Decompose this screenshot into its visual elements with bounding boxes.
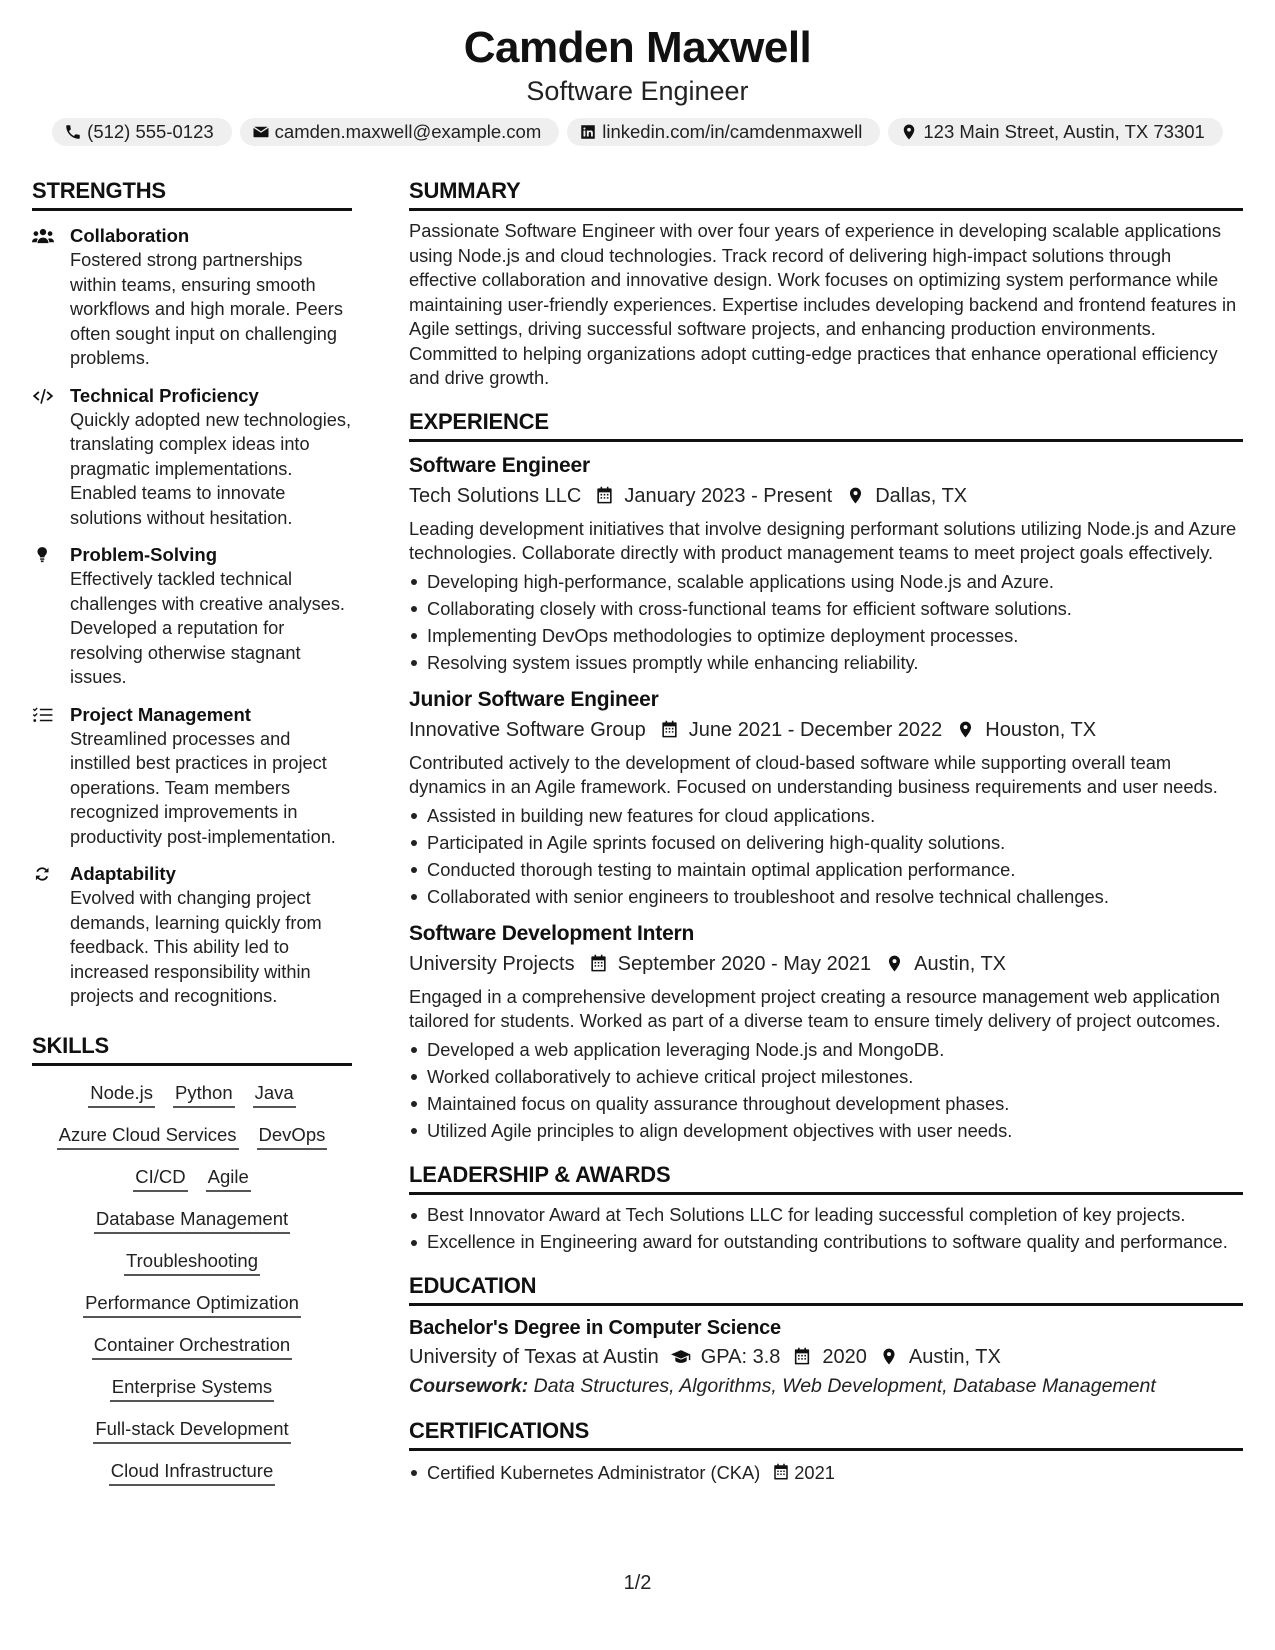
job-company: Tech Solutions LLC xyxy=(409,484,582,507)
certifications-heading: CERTIFICATIONS xyxy=(409,1416,1243,1451)
job-dates: January 2023 - Present xyxy=(624,484,833,507)
calendar-icon xyxy=(589,954,608,973)
skill-tag: Java xyxy=(253,1080,296,1108)
job-entry xyxy=(409,452,1243,676)
strength-title: Problem-Solving xyxy=(70,544,217,565)
job-meta xyxy=(409,481,1243,511)
job-meta xyxy=(409,715,1243,745)
skill-tag: Node.js xyxy=(88,1080,155,1108)
certification-name: Certified Kubernetes Administrator (CKA) xyxy=(427,1461,761,1483)
list-item: Participated in Agile sprints focused on delivering high-quality solutions. xyxy=(427,829,1243,856)
strength-desc: Evolved with changing project demands, learning quickly from feedback. This ability led to increased responsibility within projects and recognitions. xyxy=(70,888,322,1006)
job-meta xyxy=(409,949,1243,979)
list-check-icon xyxy=(32,706,54,724)
job-title: Junior Software Engineer xyxy=(409,687,659,711)
location-pin-icon xyxy=(900,123,918,141)
education-school: University of Texas at Austin xyxy=(409,1345,659,1368)
candidate-name: Camden Maxwell xyxy=(463,23,812,72)
job-dates: June 2021 - December 2022 xyxy=(688,718,943,741)
education-location: Austin, TX xyxy=(908,1345,1001,1368)
education-meta xyxy=(409,1342,1243,1372)
right-column xyxy=(409,176,1243,1486)
education-year: 2020 xyxy=(822,1345,867,1368)
page-number: 1/2 xyxy=(623,1572,652,1594)
job-entry xyxy=(409,920,1243,1144)
strength-desc: Effectively tackled technical challenges with creative analyses. Developed a reputation for resolving otherwise stagnant issues. xyxy=(70,569,345,687)
list-item: Best Innovator Award at Tech Solutions LLC for leading successful completion of key projects. xyxy=(427,1203,1243,1228)
candidate-role: Software Engineer xyxy=(526,76,749,106)
job-company: Innovative Software Group xyxy=(409,718,646,741)
strength-item xyxy=(32,543,352,690)
strength-item xyxy=(32,862,352,1009)
job-location: Dallas, TX xyxy=(875,484,968,507)
job-title: Software Development Intern xyxy=(409,921,695,945)
awards-list xyxy=(409,1203,1243,1255)
job-description: Leading development initiatives that involve designing performant solutions utilizing Node.js and Azure technologies. Collaborate directly with product management teams to meet project goals effectively. xyxy=(409,517,1237,563)
list-item: Collaborated with senior engineers to troubleshoot and resolve technical challenges. xyxy=(427,883,1243,910)
resume-header xyxy=(0,22,1275,146)
contact-linkedin-text: linkedin.com/in/camdenmaxwell xyxy=(602,121,863,142)
list-item: Assisted in building new features for cloud applications. xyxy=(427,802,1243,829)
skill-tag: Performance Optimization xyxy=(83,1290,301,1318)
education-heading: EDUCATION xyxy=(409,1271,1243,1306)
skill-tag: Troubleshooting xyxy=(124,1248,260,1276)
calendar-icon xyxy=(772,1463,790,1481)
skill-tag: CI/CD xyxy=(133,1164,187,1192)
sync-icon xyxy=(32,865,54,883)
skill-tag: Full-stack Development xyxy=(93,1416,290,1444)
contact-email xyxy=(240,118,560,146)
location-pin-icon xyxy=(885,954,904,973)
location-pin-icon xyxy=(879,1347,899,1366)
strength-desc: Fostered strong partnerships within teams, ensuring smooth workflows and high morale. Peers often sought input on challenging problems. xyxy=(70,250,343,368)
list-item: Resolving system issues promptly while enhancing reliability. xyxy=(427,649,1243,676)
contact-linkedin xyxy=(567,118,880,146)
strength-item xyxy=(32,384,352,531)
strength-desc: Quickly adopted new technologies, translating complex ideas into pragmatic implementations. Enabled teams to innovate solutions without hesitation. xyxy=(70,409,352,528)
strength-title: Technical Proficiency xyxy=(70,384,259,406)
list-item: Utilized Agile principles to align development objectives with user needs. xyxy=(427,1117,1243,1144)
strength-desc: Streamlined processes and instilled best practices in project operations. Team members recognized improvements in productivity post-implementation. xyxy=(70,728,336,847)
list-item xyxy=(427,1459,1243,1486)
list-item: Worked collaboratively to achieve critical project milestones. xyxy=(427,1063,1243,1090)
linkedin-icon xyxy=(579,123,597,141)
education-degree: Bachelor's Degree in Computer Science xyxy=(409,1316,781,1339)
job-entry xyxy=(409,686,1243,910)
calendar-icon xyxy=(792,1347,812,1366)
skill-tag: Enterprise Systems xyxy=(110,1374,274,1402)
strength-title: Project Management xyxy=(70,703,251,725)
location-pin-icon xyxy=(846,486,865,505)
job-bullets xyxy=(409,568,1243,676)
calendar-icon xyxy=(660,720,679,739)
contact-email-text: camden.maxwell@example.com xyxy=(274,121,542,142)
left-column xyxy=(32,176,352,1500)
contact-address-text: 123 Main Street, Austin, TX 73301 xyxy=(923,121,1205,142)
skill-tag: Database Management xyxy=(94,1206,290,1234)
job-company: University Projects xyxy=(409,952,575,975)
summary-heading: SUMMARY xyxy=(409,176,1243,211)
summary-text: Passionate Software Engineer with over four years of experience in developing scalable applications using Node.js and cloud technologies. Track record of delivering high-impact solutions through effective collaboration and innovative design. Work focuses on optimizing system performance while maintaining user-friendly experiences. Expertise includes developing backend and frontend features in Agile settings, driving successful software projects, and enhancing production environments. Committed to helping organizations adopt cutting-edge practices that enhance operational efficiency and drive growth. xyxy=(409,220,1237,388)
envelope-icon xyxy=(252,123,270,141)
skills-heading: SKILLS xyxy=(32,1031,352,1066)
list-item: Developing high-performance, scalable applications using Node.js and Azure. xyxy=(427,568,1243,595)
skill-tag: Cloud Infrastructure xyxy=(109,1458,275,1486)
strength-item xyxy=(32,703,352,850)
list-item: Collaborating closely with cross-functional teams for efficient software solutions. xyxy=(427,595,1243,622)
list-item: Maintained focus on quality assurance throughout development phases. xyxy=(427,1090,1243,1117)
skill-tag: Azure Cloud Services xyxy=(57,1122,239,1150)
contact-phone xyxy=(52,118,232,146)
contact-bar xyxy=(0,118,1275,146)
job-bullets xyxy=(409,802,1243,910)
job-location: Houston, TX xyxy=(985,718,1097,741)
lightbulb-icon xyxy=(32,546,54,564)
skill-tag: Container Orchestration xyxy=(92,1332,292,1360)
skill-tag: DevOps xyxy=(257,1122,328,1150)
job-title: Software Engineer xyxy=(409,453,590,477)
calendar-icon xyxy=(595,486,614,505)
code-icon xyxy=(32,387,54,405)
job-description: Engaged in a comprehensive development project creating a resource management web application tailored for students. Worked as part of a diverse team to ensure timely delivery of project outcomes. xyxy=(409,985,1221,1031)
job-dates: September 2020 - May 2021 xyxy=(617,952,872,975)
strength-title: Adaptability xyxy=(70,863,176,884)
graduation-cap-icon xyxy=(671,1347,691,1366)
job-description: Contributed actively to the development of cloud-based software while supporting overall team dynamics in an Agile framework. Focused on understanding business requirements and user needs. xyxy=(409,751,1218,797)
list-item: Excellence in Engineering award for outstanding contributions to software quality and performance. xyxy=(427,1230,1243,1255)
strength-title: Collaboration xyxy=(70,225,190,246)
coursework-text: Data Structures, Algorithms, Web Development, Database Management xyxy=(533,1374,1156,1397)
strengths-heading: STRENGTHS xyxy=(32,176,352,211)
certifications-list xyxy=(409,1459,1243,1486)
contact-address xyxy=(888,118,1222,146)
location-pin-icon xyxy=(956,720,975,739)
education-coursework xyxy=(409,1372,1243,1400)
experience-heading: EXPERIENCE xyxy=(409,407,1243,442)
job-location: Austin, TX xyxy=(914,952,1007,975)
awards-heading: LEADERSHIP & AWARDS xyxy=(409,1160,1243,1195)
skills-list xyxy=(32,1080,352,1500)
list-item: Developed a web application leveraging Node.js and MongoDB. xyxy=(427,1036,1243,1063)
skill-tag: Python xyxy=(173,1080,235,1108)
list-item: Conducted thorough testing to maintain optimal application performance. xyxy=(427,856,1243,883)
list-item: Implementing DevOps methodologies to optimize deployment processes. xyxy=(427,622,1243,649)
contact-phone-text: (512) 555-0123 xyxy=(87,121,214,142)
phone-icon xyxy=(64,123,82,141)
job-bullets xyxy=(409,1036,1243,1144)
education-gpa: GPA: 3.8 xyxy=(700,1345,781,1368)
skill-tag: Agile xyxy=(206,1164,251,1192)
strength-item xyxy=(32,224,352,371)
coursework-label: Coursework: xyxy=(409,1374,529,1397)
users-icon xyxy=(32,227,54,245)
certification-year: 2021 xyxy=(794,1461,835,1483)
